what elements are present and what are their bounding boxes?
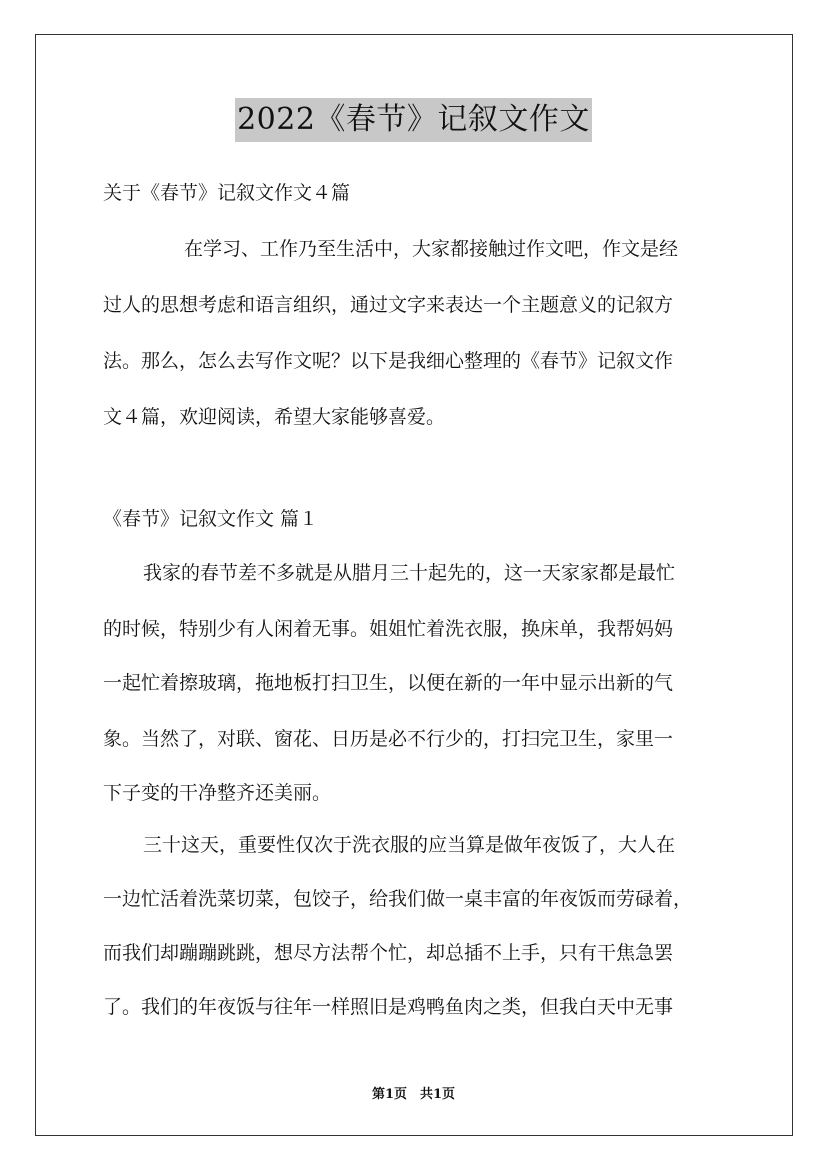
intro-line: 在学习、工作乃至生活中，大家都接触过作文吧，作文是经 — [184, 238, 679, 260]
document-title: 2022《春节》记叙文作文 — [235, 98, 592, 142]
section-heading: 《春节》记叙文作文 篇１ — [103, 508, 319, 530]
paragraph-line: 一起忙着擦玻璃，拖地板打扫卫生，以便在新的一年中显示出新的气 — [103, 672, 674, 694]
intro-line: 法。那么，怎么去写作文呢？以下是我细心整理的《春节》记叙文作 — [103, 350, 674, 372]
paragraph-line: 的时候，特别少有人闲着无事。姐姐忙着洗衣服，换床单，我帮妈妈 — [103, 618, 674, 640]
intro-line: 过人的思想考虑和语言组织，通过文字来表达一个主题意义的记叙方 — [103, 294, 674, 316]
paragraph-line: 三十这天，重要性仅次于洗衣服的应当算是做年夜饭了，大人在 — [143, 834, 676, 856]
subtitle: 关于《春节》记叙文作文４篇 — [103, 182, 351, 204]
intro-line: 文４篇，欢迎阅读，希望大家能够喜爱。 — [103, 406, 446, 428]
paragraph-line: 我家的春节差不多就是从腊月三十起先的，这一天家家都是最忙 — [143, 562, 676, 584]
paragraph-line: 了。我们的年夜饭与往年一样照旧是鸡鸭鱼肉之类，但我白天中无事 — [103, 996, 674, 1018]
paragraph-line: 而我们却蹦蹦跳跳，想尽方法帮个忙，却总插不上手，只有干焦急罢 — [103, 942, 674, 964]
paragraph-line: 象。当然了，对联、窗花、日历是必不行少的，打扫完卫生，家里一 — [103, 728, 674, 750]
title-container — [0, 98, 827, 142]
paragraph-line: 下子变的干净整齐还美丽。 — [103, 782, 332, 804]
page-footer: 第1页 共1页 — [371, 1087, 456, 1102]
paragraph-line: 一边忙活着洗菜切菜，包饺子，给我们做一桌丰富的年夜饭而劳碌着， — [103, 888, 693, 910]
